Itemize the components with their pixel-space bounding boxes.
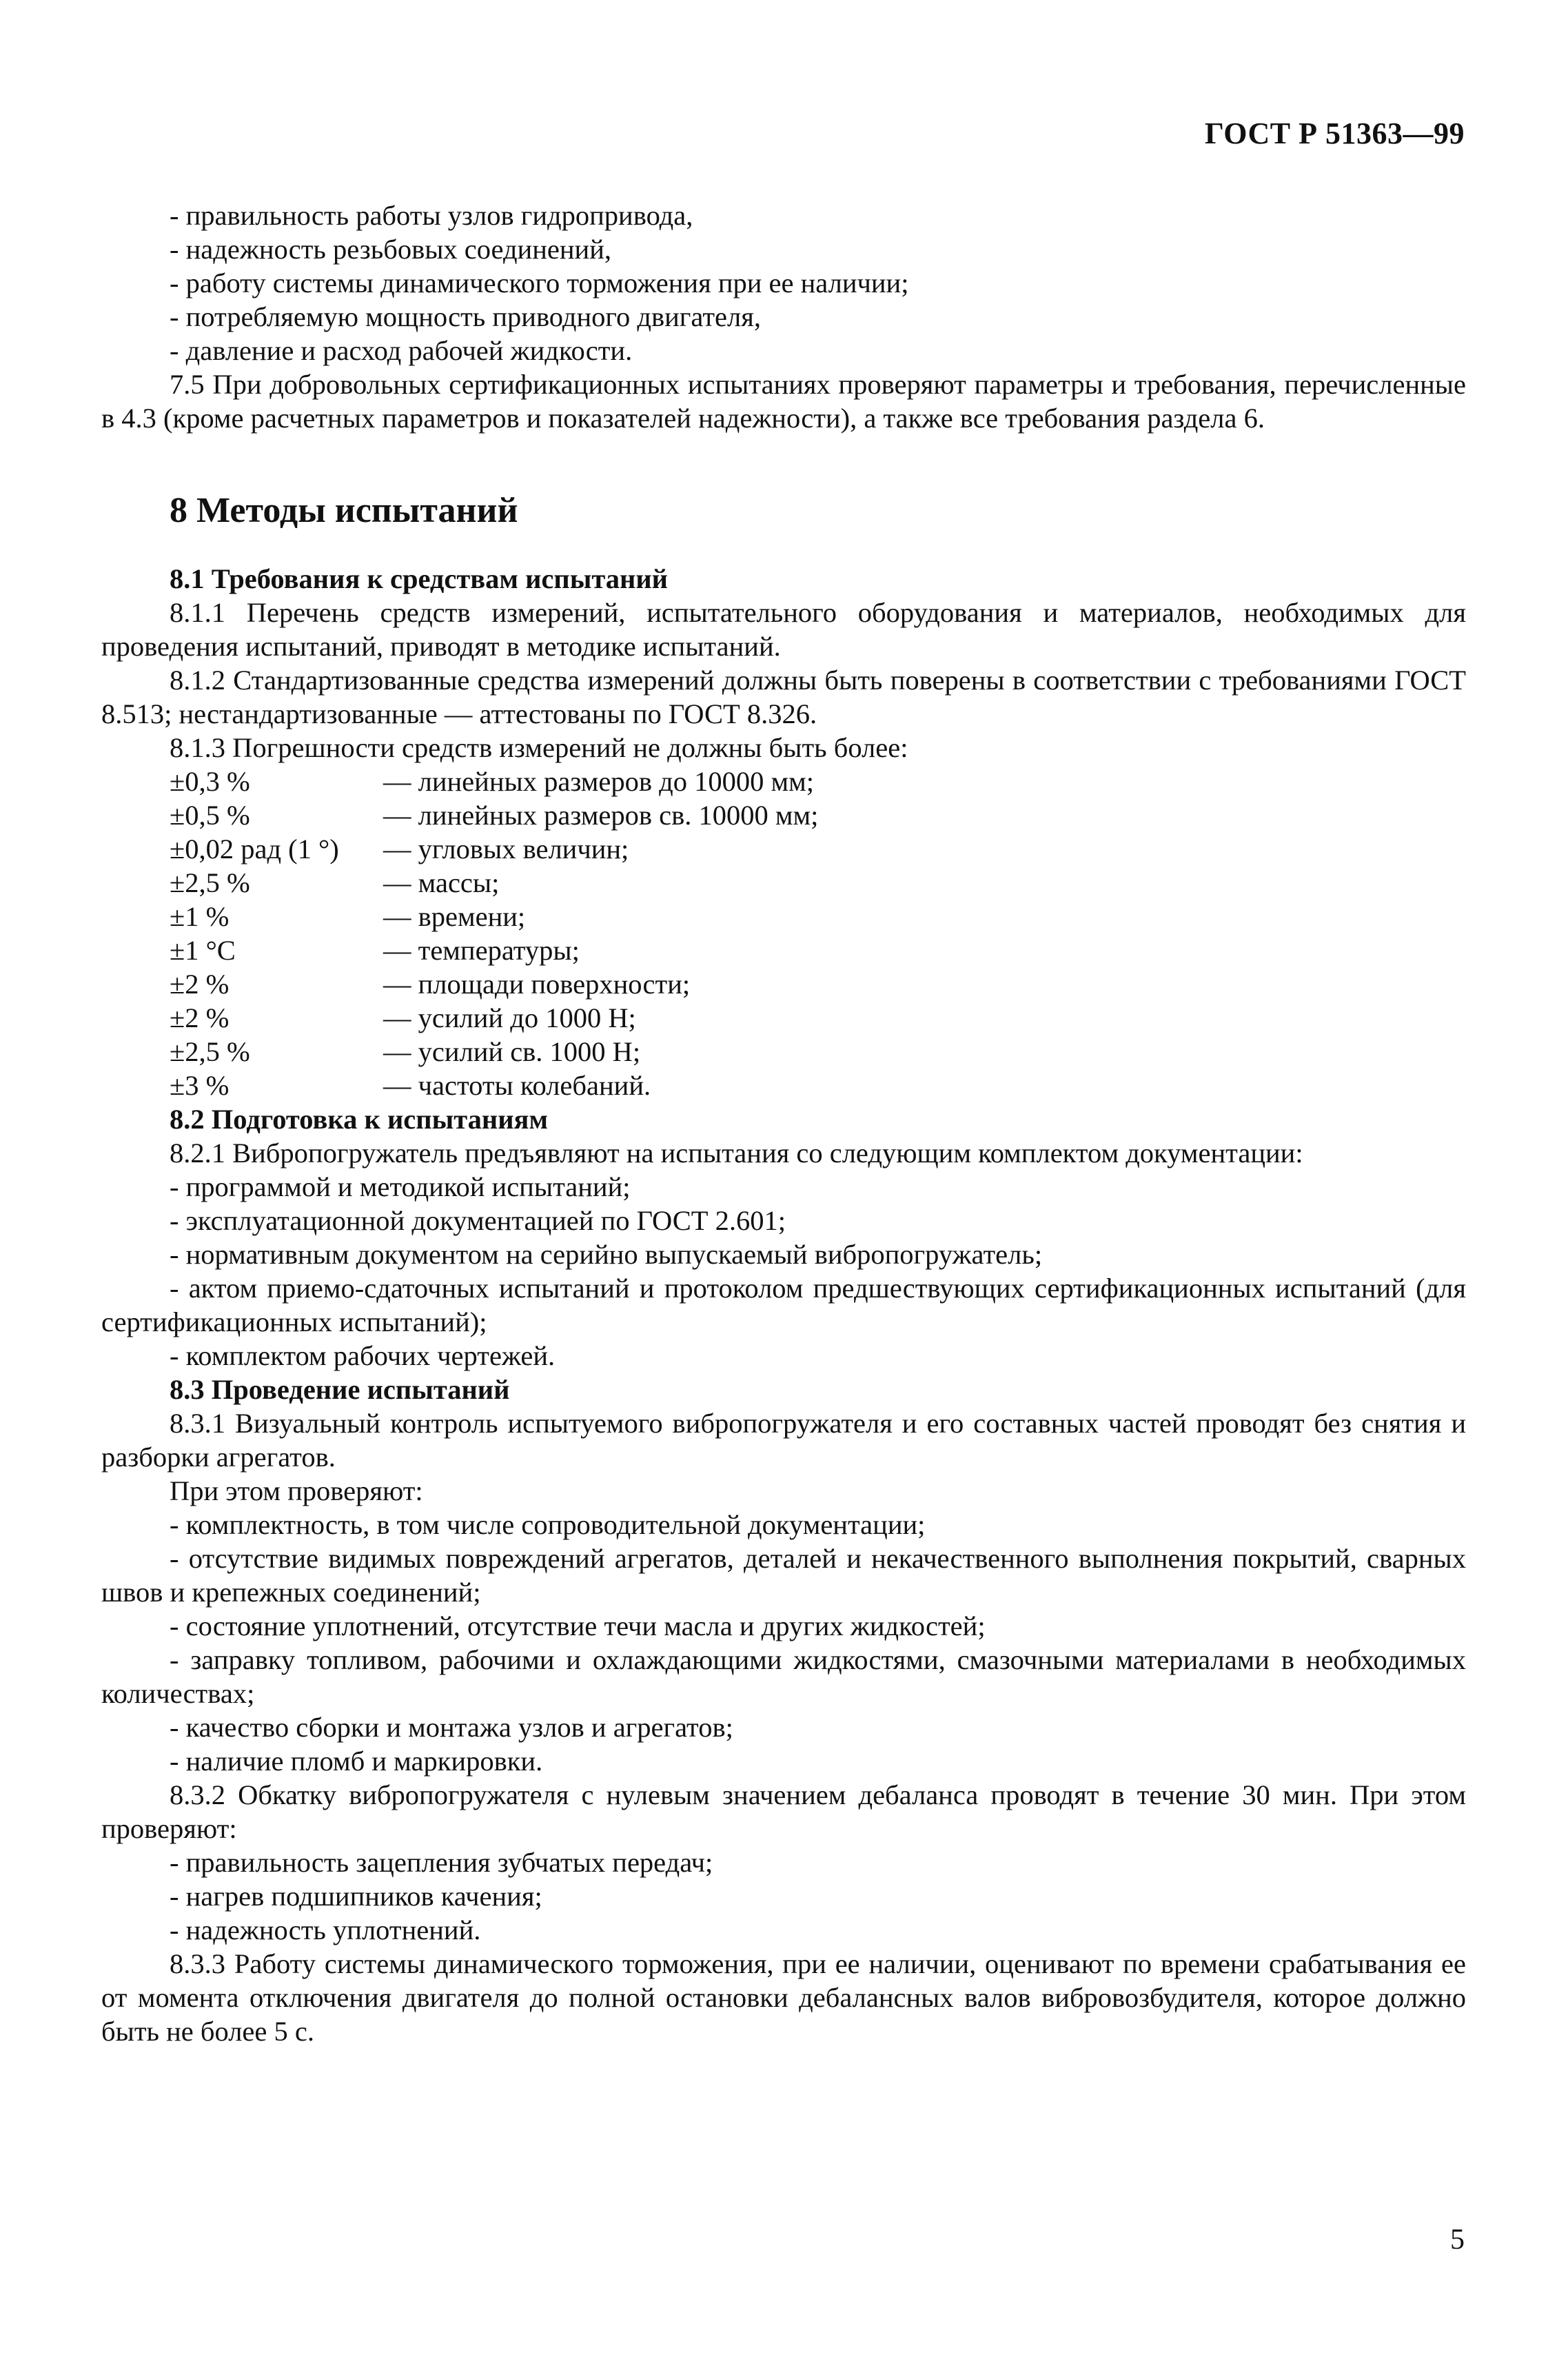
list-item: - работу системы динамического торможения при ее наличии; — [170, 267, 909, 299]
tolerance-description: — температуры; — [383, 935, 580, 966]
tolerance-description: — частоты колебаний. — [383, 1070, 651, 1101]
tolerance-value: ±3 % — [170, 1070, 230, 1101]
tolerance-value: ±1 % — [170, 901, 230, 932]
tolerance-row — [101, 900, 1466, 933]
list-item: - нормативным документом на серийно выпускаемый вибропогружатель; — [170, 1239, 1043, 1270]
tolerance-description: — площади поверхности; — [383, 969, 691, 1000]
subsection-title-8-3: 8.3 Проведение испытаний — [170, 1374, 510, 1405]
tolerance-value: ±0,5 % — [170, 800, 250, 831]
paragraph-8-1-3: 8.1.3 Погрешности средств измерений не должны быть более: — [170, 732, 908, 763]
list-item: - нагрев подшипников качения; — [170, 1881, 542, 1912]
list-item: - наличие пломб и маркировки. — [170, 1746, 543, 1777]
tolerance-description: — линейных размеров св. 10000 мм; — [383, 800, 819, 831]
tolerance-description: — массы; — [383, 867, 500, 898]
paragraph-check-intro: При этом проверяют: — [170, 1475, 423, 1506]
list-item: - комплектность, в том числе сопроводительной документации; — [170, 1509, 926, 1540]
page-number: 5 — [1450, 2224, 1465, 2256]
tolerance-row — [101, 1035, 1466, 1069]
list-item: - отсутствие видимых повреждений агрегатов, деталей и некачественного выполнения покрытий, сварных швов и крепежных соединений; — [101, 1543, 1466, 1608]
tolerance-row — [101, 765, 1466, 798]
tolerance-description: — угловых величин; — [383, 833, 629, 865]
list-item: - потребляемую мощность приводного двигателя, — [170, 301, 761, 332]
tolerance-description: — времени; — [383, 901, 526, 932]
tolerance-description: — линейных размеров до 10000 мм; — [383, 766, 814, 797]
paragraph-8-3-2: 8.3.2 Обкатку вибропогружателя с нулевым значением дебаланса проводят в течение 30 мин. При этом проверяют: — [101, 1779, 1466, 1844]
paragraph-8-1-1: 8.1.1 Перечень средств измерений, испытательного оборудования и материалов, необходимых для проведения испытаний, приводят в методике испытаний. — [101, 597, 1466, 662]
tolerance-description: — усилий св. 1000 Н; — [383, 1036, 641, 1067]
paragraph-8-3-3: 8.3.3 Работу системы динамического торможения, при ее наличии, оценивают по времени срабатывания ее от момента отключения двигателя до полной остановки дебалансных валов вибровозбудителя, которое должно быть не более 5 с. — [101, 1948, 1466, 2047]
tolerance-row — [101, 1069, 1466, 1102]
section-title: 8 Методы испытаний — [170, 491, 518, 530]
tolerance-value: ±0,02 рад (1 °) — [170, 833, 339, 865]
list-item: - программой и методикой испытаний; — [170, 1171, 631, 1202]
list-item: - правильность работы узлов гидропривода, — [170, 200, 693, 231]
tolerance-value: ±1 °С — [170, 935, 236, 966]
tolerance-description: — усилий до 1000 Н; — [383, 1002, 636, 1033]
list-item: - надежность резьбовых соединений, — [170, 234, 612, 265]
list-item: - эксплуатационной документацией по ГОСТ 2.601; — [170, 1205, 786, 1236]
tolerance-value: ±2,5 % — [170, 867, 250, 898]
tolerance-row — [101, 1001, 1466, 1035]
tolerance-row — [101, 933, 1466, 967]
list-item: - заправку топливом, рабочими и охлаждающими жидкостями, смазочными материалами в необходимых количествах; — [101, 1644, 1466, 1709]
list-item: - состояние уплотнений, отсутствие течи масла и других жидкостей; — [170, 1610, 986, 1641]
tolerance-value: ±2 % — [170, 969, 230, 1000]
tolerance-value: ±2,5 % — [170, 1036, 250, 1067]
list-item: - надежность уплотнений. — [170, 1914, 481, 1945]
paragraph-8-3-1: 8.3.1 Визуальный контроль испытуемого вибропогружателя и его составных частей проводят без снятия и разборки агрегатов. — [101, 1408, 1466, 1473]
paragraph-8-1-2: 8.1.2 Стандартизованные средства измерений должны быть поверены в соответствии с требованиями ГОСТ 8.513; нестандартизованные — аттестованы по ГОСТ 8.326. — [101, 665, 1466, 729]
subsection-title-8-1: 8.1 Требования к средствам испытаний — [170, 563, 669, 594]
paragraph-7-5: 7.5 При добровольных сертификационных испытаниях проверяют параметры и требования, перечисленные в 4.3 (кроме расчетных параметров и показателей надежности), а также все требования раздела 6. — [101, 369, 1466, 434]
document-body — [101, 199, 1466, 2048]
tolerance-value: ±2 % — [170, 1002, 230, 1033]
tolerance-row — [101, 832, 1466, 866]
list-item: - актом приемо-сдаточных испытаний и протоколом предшествующих сертификационных испытаний (для сертификационных испытаний); — [101, 1273, 1466, 1337]
document-header: ГОСТ Р 51363—99 — [1204, 117, 1465, 150]
tolerance-value: ±0,3 % — [170, 766, 250, 797]
list-item: - комплектом рабочих чертежей. — [170, 1340, 556, 1371]
subsection-title-8-2: 8.2 Подготовка к испытаниям — [170, 1104, 549, 1135]
list-item: - правильность зацепления зубчатых передач; — [170, 1847, 713, 1878]
paragraph-8-2-1: 8.2.1 Вибропогружатель предъявляют на испытания со следующим комплектом документации: — [170, 1138, 1303, 1169]
tolerance-row — [101, 866, 1466, 900]
list-item: - давление и расход рабочей жидкости. — [170, 335, 633, 366]
tolerance-row — [101, 798, 1466, 832]
tolerance-row — [101, 967, 1466, 1001]
tolerance-table — [101, 765, 1466, 1102]
list-item: - качество сборки и монтажа узлов и агрегатов; — [170, 1712, 733, 1743]
